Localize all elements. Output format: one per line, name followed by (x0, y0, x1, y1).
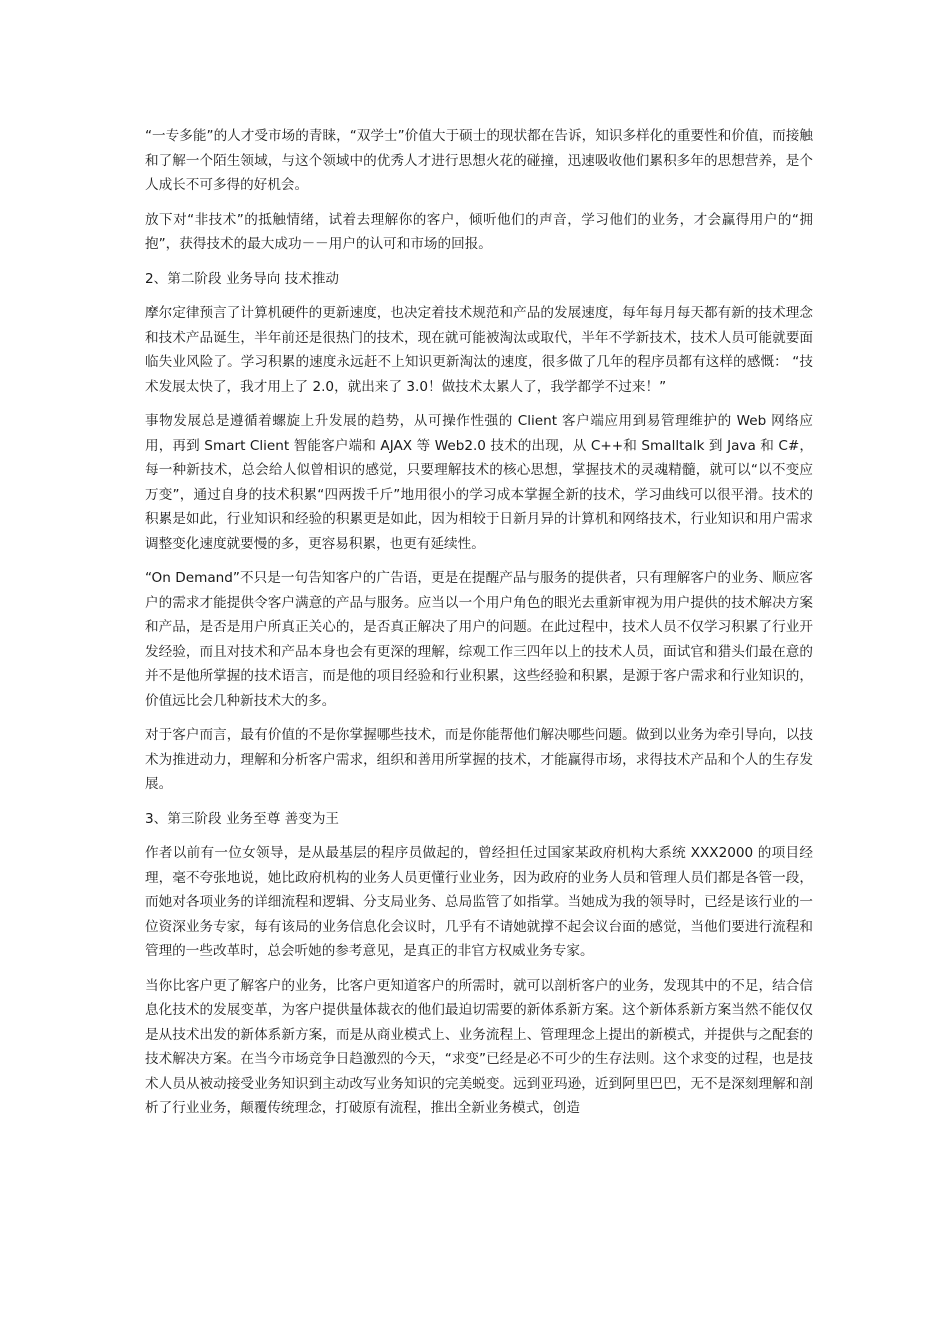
paragraph-6: 对于客户而言，最有价值的不是你掌握哪些技术，而是你能帮他们解决哪些问题。做到以业务为牵引导向，以技术为推进动力，理解和分析客户需求，组织和善用所掌握的技术，才能赢得市场，求得技术产品和个人的生存发展。 (145, 727, 813, 792)
paragraph-4: 事物发展总是遵循着螺旋上升发展的趋势，从可操作性强的 Client 客户端应用到易管理维护的 Web 网络应用，再到 Smart Client 智能客户端和 AJAX 等 Web2.0 技术的出现，从 C++和 Smalltalk 到 Java 和 C#，每一种新技术，总会给人似曾相识的感觉，只要理解技术的核心思想，掌握技术的灵魂精髓，就可以“以不变应万变”，通过自身的技术积累“四两拨千斤”地用很小的学习成本掌握全新的技术，学习曲线可以很平滑。技术的积累是如此，行业知识和经验的积累更是如此，因为相较于日新月异的计算机和网络技术，行业知识和用户需求调整变化速度就要慢的多，更容易积累，也更有延续性。 (145, 413, 813, 552)
paragraph-1: “一专多能”的人才受市场的青睐，“双学士”价值大于硕士的现状都在告诉，知识多样化的重要性和价值，而接触和了解一个陌生领域，与这个领域中的优秀人才进行思想火花的碰撞，迅速吸收他们累积多年的思想营养，是个人成长不可多得的好机会。 (145, 128, 813, 193)
paragraph-8: 当你比客户更了解客户的业务，比客户更知道客户的所需时，就可以剖析客户的业务，发现其中的不足，结合信息化技术的发展变革，为客户提供量体裁衣的他们最迫切需要的新体系新方案。这个新体系新方案当然不能仅仅是从技术出发的新体系新方案，而是从商业模式上、业务流程上、管理理念上提出的新模式，并提供与之配套的技术解决方案。在当今市场竞争日趋激烈的今天，“求变”已经是必不可少的生存法则。这个求变的过程，也是技术人员从被动接受业务知识到主动改写业务知识的完美蜕变。远到亚玛逊，近到阿里巴巴，无不是深刻理解和剖析了行业业务，颠覆传统理念，打破原有流程，推出全新业务模式，创造 (145, 977, 813, 1116)
paragraph-7: 作者以前有一位女领导，是从最基层的程序员做起的，曾经担任过国家某政府机构大系统 XXX2000 的项目经理，毫不夸张地说，她比政府机构的业务人员更懂行业业务，因为政府的业务人员和管理人员们都是各管一段，而她对各项业务的详细流程和逻辑、分支局业务、总局监管了如指掌。当她成为我的领导时，已经是该行业的一位资深业务专家，每有该局的业务信息化会议时，几乎有不请她就撑不起会议台面的感觉，当他们要进行流程和管理的一些改革时，总会听她的参考意见，是真正的非官方权威业务专家。 (145, 845, 813, 959)
paragraph-3: 摩尔定律预言了计算机硬件的更新速度，也决定着技术规范和产品的发展速度，每年每月每天都有新的技术理念和技术产品诞生，半年前还是很热门的技术，现在就可能被淘汰或取代，半年不学新技术，技术人员可能就要面临失业风险了。学习积累的速度永远赶不上知识更新淘汰的速度，很多做了几年的程序员都有这样的感慨： “技术发展太快了，我才用上了 2.0，就出来了 3.0！做技术太累人了，我学都学不过来！” (145, 305, 813, 395)
section-heading-2: 2、第二阶段 业务导向 技术推动 (145, 270, 340, 287)
paragraph-2: 放下对“非技术”的抵触情绪，试着去理解你的客户，倾听他们的声音，学习他们的业务，才会赢得用户的“拥抱”，获得技术的最大成功－－用户的认可和市场的回报。 (145, 211, 813, 252)
section-heading-3: 3、第三阶段 业务至尊 善变为王 (145, 810, 340, 827)
document-body (145, 124, 813, 1131)
paragraph-5: “On Demand”不只是一句告知客户的广告语，更是在提醒产品与服务的提供者，只有理解客户的业务、顺应客户的需求才能提供令客户满意的产品与服务。应当以一个用户角色的眼光去重新审视为用户提供的技术解决方案和产品，是否是用户所真正关心的，是否真正解决了用户的问题。在此过程中，技术人员不仅学习积累了行业开发经验，而且对技术和产品本身也会有更深的理解，综观工作三四年以上的技术人员，面试官和猎头们最在意的并不是他所掌握的技术语言，而是他的项目经验和行业积累，这些经验和积累，是源于客户需求和行业知识的，价值远比会几种新技术大的多。 (145, 570, 813, 709)
